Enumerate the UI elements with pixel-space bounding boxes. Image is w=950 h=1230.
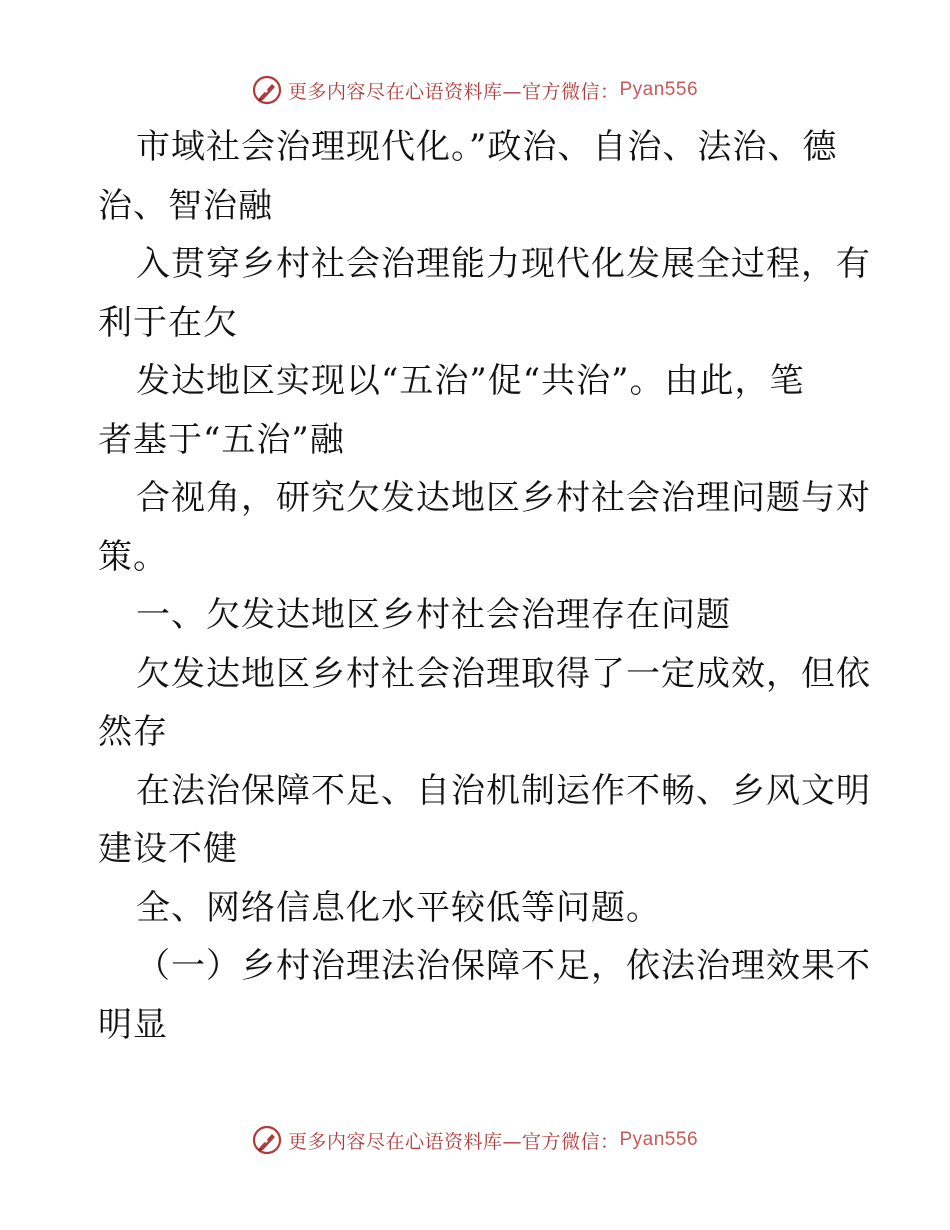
text-line: 入贯穿乡村社会治理能力现代化发展全过程，有 — [136, 244, 871, 284]
text-line: 在法治保障不足、自治机制运作不畅、乡风文明 — [136, 770, 871, 811]
text-line: 利于在欠 — [98, 302, 238, 343]
text-line: 者基于“五治”融 — [98, 419, 345, 460]
watermark-text: 更多内容尽在心语资料库—官方微信： — [287, 1130, 620, 1153]
text-line: 市域社会治理现代化。”政治、自治、法治、德 — [136, 127, 838, 167]
section-heading: 一、欠发达地区乡村社会治理存在问题 — [136, 595, 731, 635]
text-line: 发达地区实现以“五治”促“共治”。由此，笔 — [136, 361, 805, 401]
watermark-wechat-id: Pyan556 — [619, 1129, 699, 1150]
header-watermark — [0, 70, 950, 110]
text-line: 然存 — [98, 712, 168, 752]
document-body — [98, 118, 871, 1054]
text-line: 治、智治融 — [98, 185, 273, 226]
footer-watermark — [0, 1120, 950, 1160]
pen-logo-icon — [252, 1125, 282, 1155]
text-line: 合视角，研究欠发达地区乡村社会治理问题与对 — [136, 478, 871, 518]
text-line: 全、网络信息化水平较低等问题。 — [136, 887, 661, 928]
watermark-text: 更多内容尽在心语资料库—官方微信： — [287, 80, 620, 103]
subsection-heading: （一）乡村治理法治保障不足，依法治理效果不 — [136, 946, 871, 986]
text-line: 欠发达地区乡村社会治理取得了一定成效，但依 — [136, 653, 871, 694]
watermark-wechat-id: Pyan556 — [619, 79, 699, 100]
pen-logo-icon — [252, 75, 282, 105]
text-line: 策。 — [98, 536, 168, 577]
text-line: 明显 — [98, 1004, 168, 1045]
text-line: 建设不健 — [98, 829, 238, 869]
